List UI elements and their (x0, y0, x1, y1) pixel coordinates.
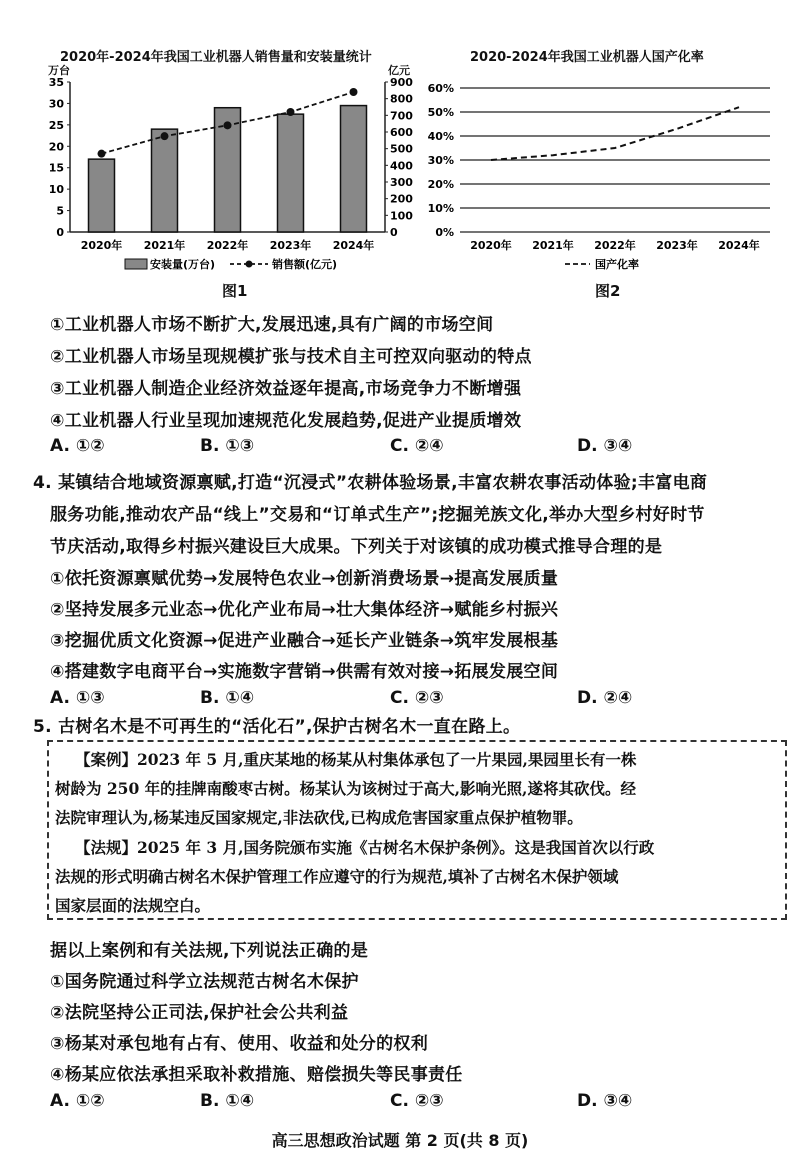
chart1-right-tick: 800 (390, 92, 413, 106)
q3-item-2: ②工业机器人市场呈现规模扩张与技术自主可控双向驱动的特点 (50, 347, 532, 367)
q3-option-b[interactable]: B. ①③ (200, 436, 255, 456)
chart2-y-tick: 40% (427, 130, 454, 143)
chart1-right-tick: 300 (390, 176, 413, 189)
chart1-right-tick: 0 (390, 226, 398, 239)
chart2-y-tick: 0% (435, 226, 454, 239)
q3-option-d[interactable]: D. ③④ (577, 436, 633, 456)
chart2-caption: 图2 (595, 282, 621, 300)
chart1-left-tick: 10 (48, 183, 64, 197)
chart2-y-tick: 10% (427, 202, 454, 215)
page-footer: 高三思想政治试题 第 2 页(共 8 页) (271, 1131, 529, 1150)
q3-option-a[interactable]: A. ①② (50, 436, 105, 456)
chart2-legend-label: 国产化率 (595, 258, 639, 271)
chart1-left-tick: 30 (48, 97, 64, 111)
chart1-sales-point (161, 132, 169, 140)
chart1-sales-point (224, 121, 232, 129)
chart1-sales-point (98, 150, 106, 158)
chart2-x-tick: 2022年 (594, 239, 636, 252)
q4-option-c[interactable]: C. ②③ (390, 688, 444, 708)
q4-stem-line-3: 节庆活动,取得乡村振兴建设巨大成果。下列关于对该镇的成功模式推导合理的是 (50, 537, 663, 557)
chart2-svg (415, 70, 785, 285)
q4-item-1: ①依托资源禀赋优势→发展特色农业→创新消费场景→提高发展质量 (50, 569, 559, 589)
q5-item-2: ②法院坚持公正司法,保护社会公共利益 (50, 1003, 349, 1023)
chart1-bar (278, 114, 304, 232)
q5-option-d[interactable]: D. ③④ (577, 1091, 633, 1111)
q3-option-c[interactable]: C. ②④ (390, 436, 444, 456)
q3-item-3: ③工业机器人制造企业经济效益逐年提高,市场竞争力不断增强 (50, 379, 522, 399)
q5-option-c[interactable]: C. ②③ (390, 1091, 444, 1111)
q4-option-a[interactable]: A. ①③ (50, 688, 105, 708)
chart1-legend-line-marker (246, 261, 253, 268)
q5-stem: 5. 古树名木是不可再生的“活化石”,保护古树名木一直在路上。 (33, 717, 521, 737)
q5-item-1: ①国务院通过科学立法规范古树名木保护 (50, 972, 359, 992)
chart1-legend-bar-swatch (125, 259, 147, 269)
chart1-bar (341, 106, 367, 232)
chart1-x-tick: 2021年 (143, 239, 186, 252)
chart1-x-tick: 2023年 (269, 239, 312, 252)
chart2-y-tick: 20% (427, 178, 454, 191)
chart1-right-tick: 200 (390, 192, 413, 206)
chart1-legend-bar-label: 安装量(万台) (150, 258, 216, 271)
chart1-right-tick: 400 (390, 159, 413, 173)
chart1-title: 2020年-2024年我国工业机器人销售量和安装量统计 (60, 50, 372, 65)
chart1-left-tick: 25 (48, 118, 64, 132)
chart1-bar (152, 129, 178, 232)
chart1-left-tick: 5 (56, 204, 64, 218)
q4-option-b[interactable]: B. ①④ (200, 688, 255, 708)
q5-option-a[interactable]: A. ①② (50, 1091, 105, 1111)
chart2-y-tick: 30% (427, 154, 454, 167)
chart2-rate-line (491, 107, 739, 160)
chart1-legend-line-label: 销售额(亿元) (272, 258, 338, 271)
chart1-right-tick: 600 (390, 126, 413, 139)
chart1-x-tick: 2022年 (206, 239, 249, 252)
regulation-line-2: 法规的形式明确古树名木保护管理工作应遵守的行为规范,填补了古树名木保护领域 (55, 867, 619, 886)
chart2-title: 2020-2024年我国工业机器人国产化率 (470, 50, 704, 65)
chart1-right-tick: 700 (390, 109, 413, 123)
q5-question: 据以上案例和有关法规,下列说法正确的是 (50, 941, 369, 961)
q4-stem-line-1: 4. 某镇结合地域资源禀赋,打造“沉浸式”农耕体验场景,丰富农耕农事活动体验;丰富电商 (33, 473, 708, 493)
case-line-1: 【案例】2023 年 5 月,重庆某地的杨某从村集体承包了一片果园,果园里长有一株 (75, 750, 637, 769)
regulation-line-3: 国家层面的法规空白。 (55, 896, 211, 915)
chart2-y-tick: 60% (427, 82, 454, 95)
q4-item-2: ②坚持发展多元业态→优化产业布局→壮大集体经济→赋能乡村振兴 (50, 600, 559, 620)
chart1-left-tick: 0 (56, 226, 64, 239)
chart1-right-tick: 900 (390, 76, 413, 89)
chart1-right-tick: 500 (390, 142, 413, 156)
q4-item-3: ③挖掘优质文化资源→促进产业融合→延长产业链条→筑牢发展根基 (50, 631, 559, 651)
chart1-x-tick: 2020年 (80, 239, 123, 252)
chart1-sales-point (287, 108, 295, 116)
chart2-x-tick: 2020年 (470, 239, 512, 252)
chart1-sales-point (350, 88, 358, 96)
chart1-caption: 图1 (222, 282, 248, 300)
q4-item-4: ④搭建数字电商平台→实施数字营销→供需有效对接→拓展发展空间 (50, 662, 559, 682)
chart1-x-tick: 2024年 (332, 239, 375, 252)
chart2-y-tick: 50% (427, 106, 454, 119)
chart1-svg (40, 70, 425, 285)
chart1-left-tick: 20 (48, 140, 64, 154)
case-line-3: 法院审理认为,杨某违反国家规定,非法砍伐,已构成危害国家重点保护植物罪。 (55, 808, 583, 827)
q3-item-4: ④工业机器人行业呈现加速规范化发展趋势,促进产业提质增效 (50, 411, 522, 431)
chart2-x-tick: 2023年 (656, 239, 698, 252)
chart1-right-tick: 100 (390, 209, 413, 223)
q3-item-1: ①工业机器人市场不断扩大,发展迅速,具有广阔的市场空间 (50, 315, 494, 335)
chart1-left-tick: 35 (48, 76, 64, 89)
chart2-x-tick: 2021年 (532, 239, 574, 252)
q4-option-d[interactable]: D. ②④ (577, 688, 633, 708)
chart1-left-tick: 15 (48, 161, 64, 175)
chart1-left-unit: 万台 (48, 64, 70, 77)
case-line-2: 树龄为 250 年的挂牌南酸枣古树。杨某认为该树过于高大,影响光照,遂将其砍伐。经 (55, 779, 636, 798)
q4-stem-line-2: 服务功能,推动农产品“线上”交易和“订单式生产”;挖掘羌族文化,举办大型乡村好时节 (50, 505, 705, 525)
chart2-x-tick: 2024年 (718, 239, 760, 252)
q5-option-b[interactable]: B. ①④ (200, 1091, 255, 1111)
q5-item-4: ④杨某应依法承担采取补救措施、赔偿损失等民事责任 (50, 1065, 463, 1085)
regulation-line-1: 【法规】2025 年 3 月,国务院颁布实施《古树名木保护条例》。这是我国首次以行政 (75, 838, 655, 857)
q5-item-3: ③杨某对承包地有占有、使用、收益和处分的权利 (50, 1034, 428, 1054)
chart1-bar (89, 159, 115, 232)
chart1-right-unit: 亿元 (388, 64, 410, 77)
